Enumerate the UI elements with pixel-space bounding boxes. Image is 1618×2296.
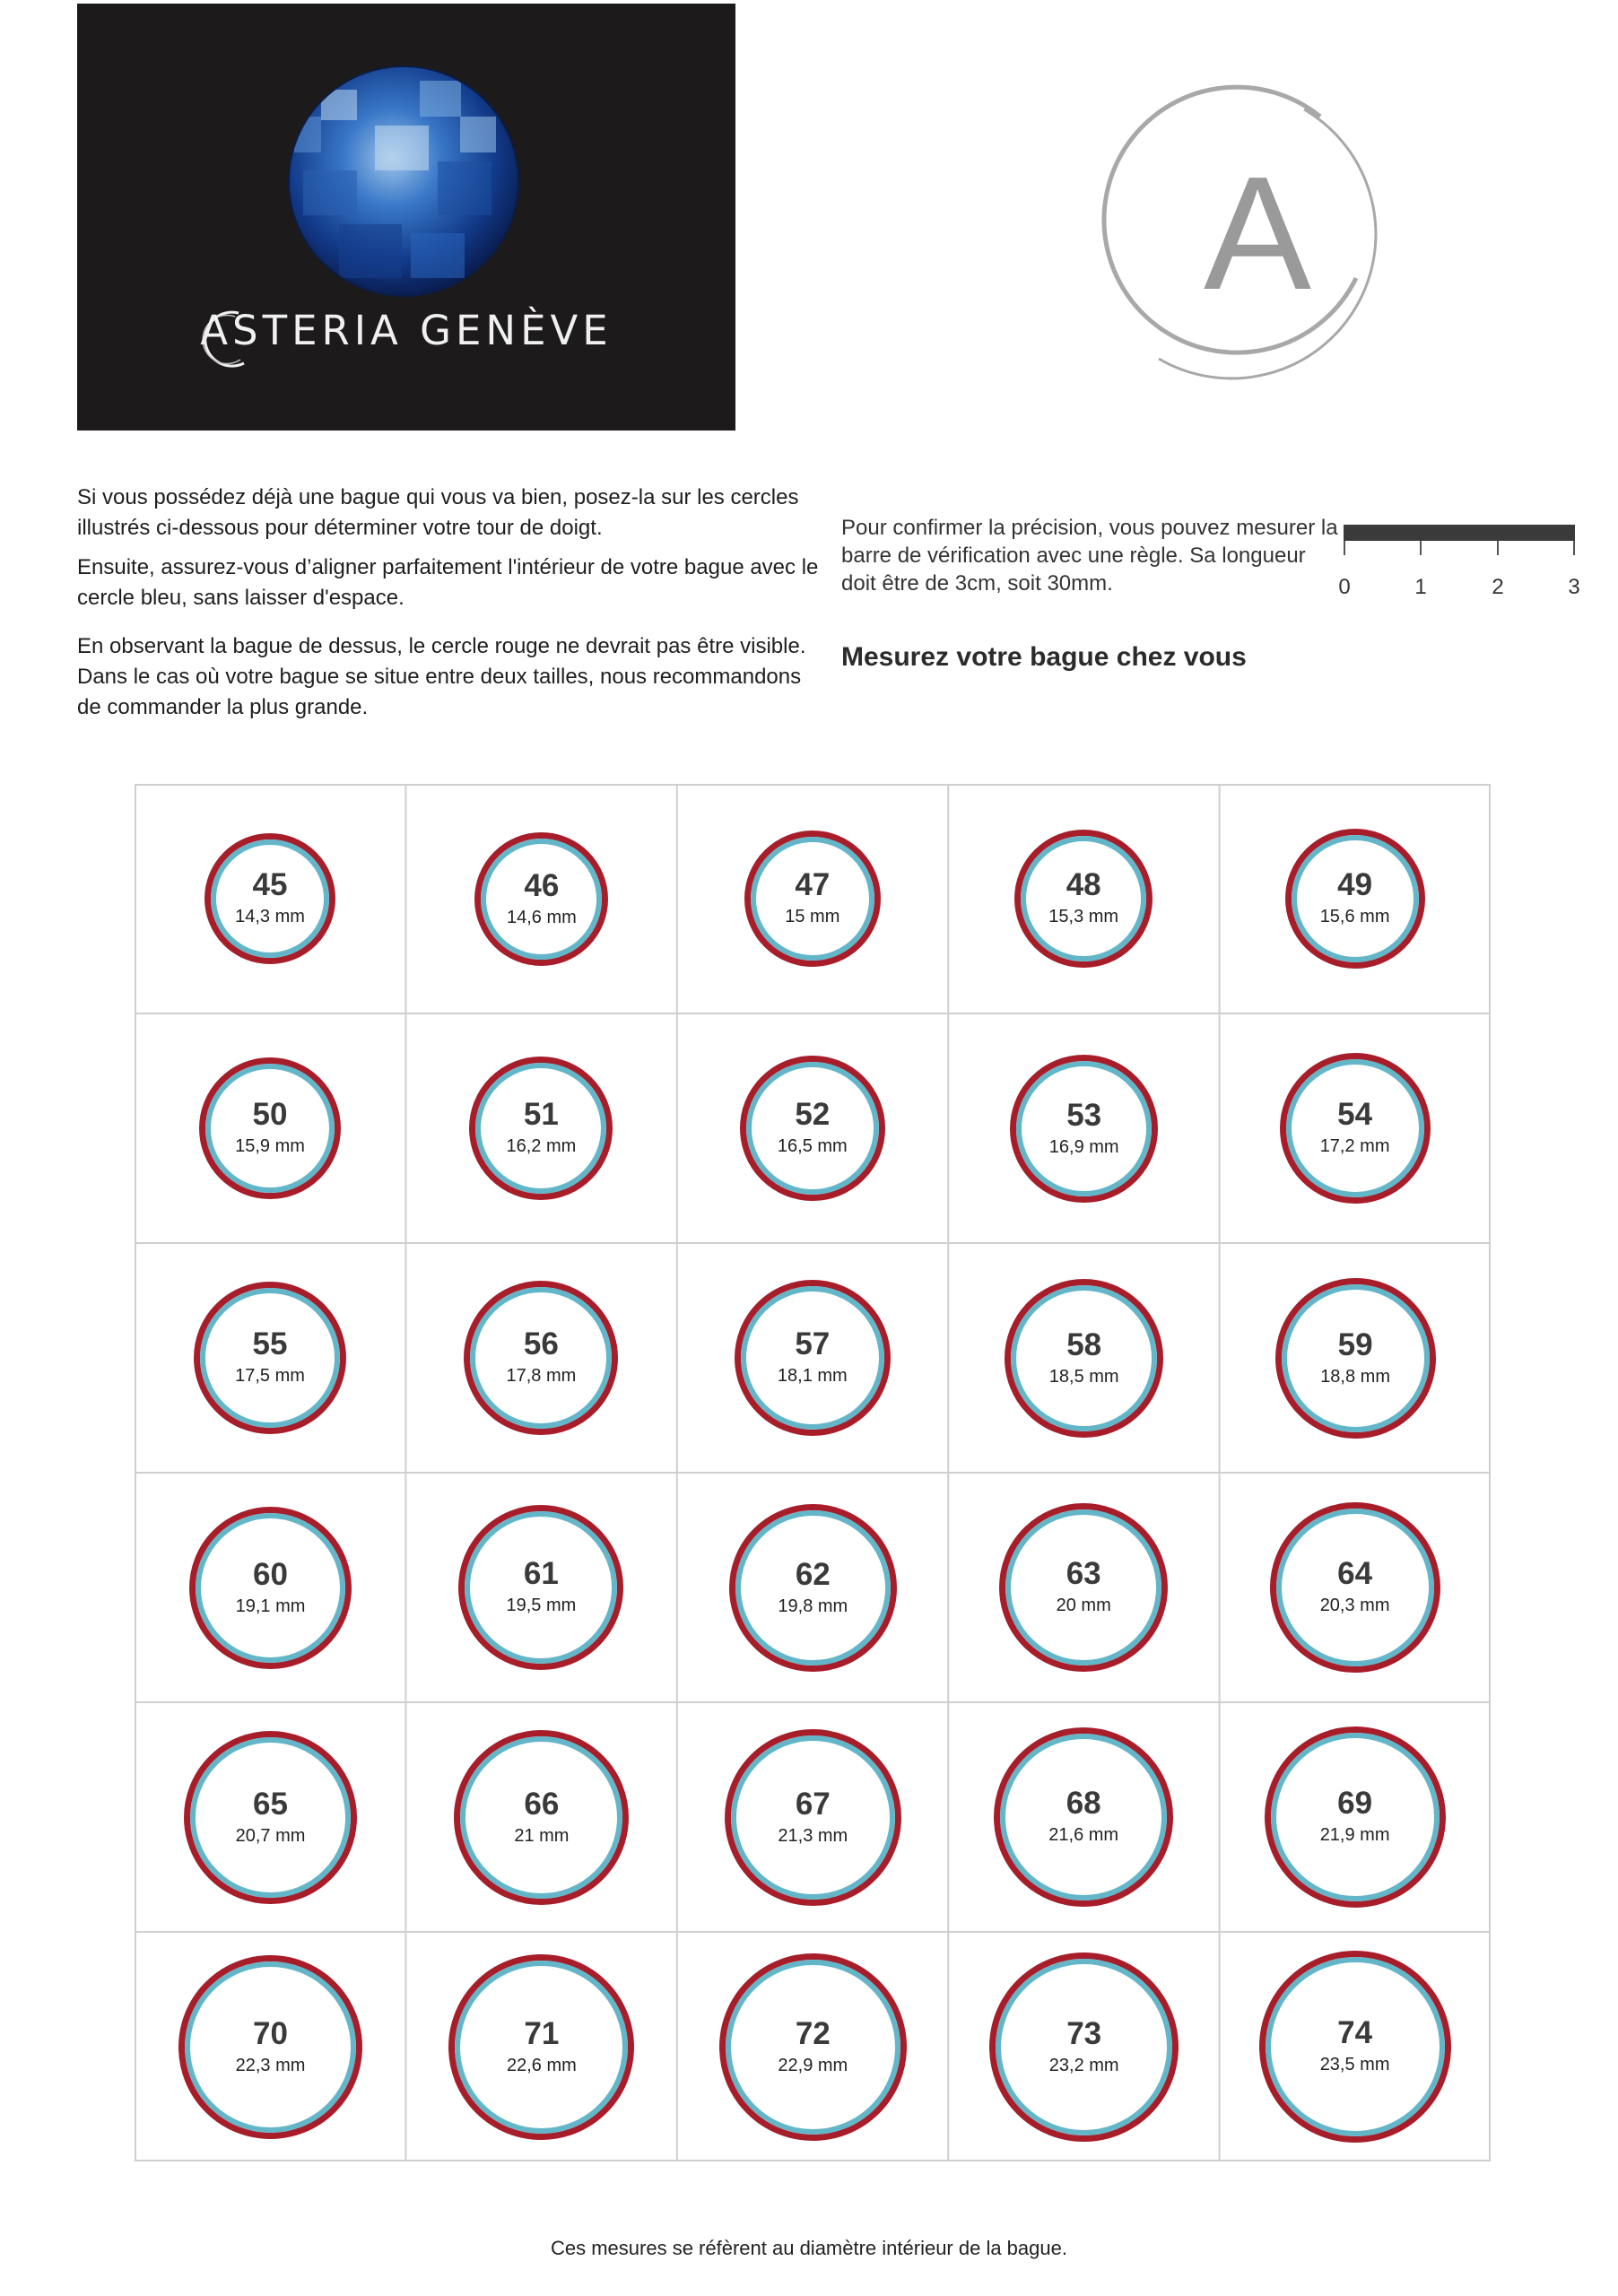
- ring-size-number: 50: [252, 1097, 288, 1132]
- ring-circle: [184, 1731, 357, 1904]
- ring-size-cell: [948, 1932, 1219, 2161]
- ring-size-number: 67: [795, 1787, 831, 1822]
- ring-size-cell: [677, 1243, 948, 1473]
- ring-diameter-label: 21,3 mm: [778, 1826, 848, 1846]
- ring-diameter-label: 20 mm: [1056, 1596, 1111, 1615]
- monogram-letter: A: [1203, 144, 1312, 324]
- ring-size-cell: [405, 1473, 676, 1702]
- ring-size-cell: [135, 1702, 405, 1932]
- ring-circle: [719, 1953, 907, 2141]
- ring-diameter-label: 16,5 mm: [777, 1136, 848, 1156]
- ring-size-cell: [677, 1013, 948, 1243]
- ring-size-number: 49: [1337, 867, 1373, 902]
- instruction-paragraph-1: Si vous possédez déjà une bague qui vous va bien, posez-la sur les cercles illustrés ci-dessous pour déterminer votre tour de doigt.: [77, 485, 799, 540]
- brand-name: ASTERIA GENÈVE: [200, 307, 613, 354]
- ring-size-cell: [405, 1702, 676, 1932]
- ring-size-number: 73: [1066, 2016, 1102, 2051]
- ring-diameter-label: 23,5 mm: [1319, 2055, 1390, 2074]
- verification-ruler: [1338, 525, 1586, 605]
- ring-size-cell: [677, 1473, 948, 1702]
- ring-size-number: 46: [524, 868, 560, 903]
- ring-size-cell: [948, 1702, 1219, 1932]
- ring-circle: [1010, 1055, 1158, 1203]
- ring-size-number: 70: [253, 2016, 288, 2051]
- ring-circle: [1265, 1726, 1446, 1908]
- ring-size-cell: [677, 784, 948, 1013]
- ring-size-cell: [135, 1932, 405, 2161]
- ring-size-number: 54: [1337, 1097, 1373, 1132]
- ring-size-grid: [135, 784, 1491, 2161]
- ring-size-number: 56: [523, 1326, 559, 1361]
- ring-circle: [178, 1955, 362, 2139]
- ring-diameter-label: 17,2 mm: [1319, 1136, 1390, 1156]
- ring-size-cell: [1220, 1932, 1491, 2161]
- ring-circle: [1285, 829, 1425, 969]
- ring-diameter-label: 18,8 mm: [1320, 1367, 1390, 1387]
- ring-size-number: 61: [523, 1556, 559, 1591]
- ring-size-cell: [948, 1473, 1219, 1702]
- ring-size-number: 60: [253, 1557, 288, 1592]
- ring-diameter-label: 14,3 mm: [235, 907, 305, 926]
- ring-size-number: 52: [795, 1097, 831, 1132]
- ring-circle: [454, 1730, 629, 1905]
- ring-diameter-label: 22,9 mm: [778, 2056, 848, 2075]
- ring-size-cell: [135, 1013, 405, 1243]
- ring-circle: [989, 1952, 1179, 2142]
- ring-size-cell: [948, 784, 1219, 1013]
- ring-size-number: 51: [523, 1097, 559, 1132]
- footer-note: Ces mesures se réfèrent au diamètre intérieur de la bague.: [551, 2237, 1067, 2259]
- ring-diameter-label: 15,9 mm: [235, 1136, 305, 1156]
- ring-size-cell: [677, 1932, 948, 2161]
- ring-diameter-label: 15 mm: [785, 907, 840, 926]
- ring-circle: [1275, 1278, 1436, 1439]
- ring-size-number: 72: [795, 2016, 831, 2051]
- brand-logo: [77, 4, 735, 430]
- ring-circle: [725, 1729, 901, 1906]
- ring-size-number: 48: [1066, 867, 1101, 902]
- ring-diameter-label: 21,6 mm: [1048, 1825, 1119, 1845]
- ring-size-cell: [1220, 1473, 1491, 1702]
- ruler-tick-label: 2: [1492, 575, 1504, 599]
- ring-diameter-label: 22,3 mm: [235, 2056, 306, 2075]
- ring-size-cell: [948, 1243, 1219, 1473]
- ring-size-number: 57: [795, 1326, 831, 1361]
- ring-size-cell: [405, 1243, 676, 1473]
- ring-size-number: 68: [1066, 1786, 1101, 1821]
- ring-circle: [469, 1057, 613, 1200]
- ring-circle: [458, 1505, 623, 1670]
- ring-diameter-label: 21 mm: [514, 1826, 570, 1846]
- ring-circle: [204, 833, 335, 964]
- ring-diameter-label: 18,5 mm: [1048, 1367, 1119, 1387]
- monogram-icon: [1096, 90, 1401, 386]
- ring-circle: [744, 831, 881, 967]
- ring-size-cell: [1220, 784, 1491, 1013]
- ring-circle: [1259, 1951, 1451, 2143]
- ring-circle: [994, 1727, 1173, 1907]
- ring-circle: [740, 1056, 885, 1201]
- ring-circle: [729, 1504, 897, 1672]
- ring-circle: [474, 832, 608, 966]
- ring-circle: [199, 1057, 341, 1199]
- page-title: Mesurez votre bague chez vous: [841, 642, 1247, 672]
- ring-diameter-label: 17,8 mm: [506, 1366, 577, 1386]
- ring-size-cell: [948, 1013, 1219, 1243]
- globe-logo-icon: [285, 63, 522, 300]
- ring-size-number: 47: [795, 867, 831, 902]
- ring-diameter-label: 14,6 mm: [506, 908, 577, 927]
- ring-diameter-label: 22,6 mm: [506, 2056, 577, 2075]
- ring-size-cell: [1220, 1013, 1491, 1243]
- ring-size-number: 62: [795, 1557, 831, 1592]
- ring-diameter-label: 20,7 mm: [235, 1826, 306, 1846]
- verification-text: Pour confirmer la précision, vous pouvez mesurer la barre de vérification avec une règle. Sa longueur doit être de 3cm, soit 30mm.: [841, 516, 1338, 596]
- ring-size-number: 45: [252, 867, 288, 902]
- ring-circle: [1270, 1502, 1440, 1673]
- ring-size-number: 53: [1066, 1098, 1102, 1133]
- ring-size-cell: [135, 784, 405, 1013]
- ring-circle: [448, 1954, 634, 2140]
- ring-size-number: 71: [524, 2016, 560, 2051]
- ring-diameter-label: 20,3 mm: [1319, 1596, 1390, 1615]
- ring-size-number: 66: [524, 1787, 560, 1822]
- ring-size-cell: [1220, 1702, 1491, 1932]
- ring-diameter-label: 16,2 mm: [506, 1136, 577, 1156]
- ring-size-cell: [405, 784, 676, 1013]
- ring-size-number: 63: [1066, 1556, 1101, 1591]
- ring-diameter-label: 16,9 mm: [1048, 1137, 1119, 1157]
- ruler-tick-label: 0: [1338, 575, 1351, 599]
- ring-circle: [1280, 1053, 1431, 1204]
- ring-size-number: 64: [1337, 1556, 1373, 1591]
- ring-diameter-label: 21,9 mm: [1319, 1825, 1390, 1845]
- ring-size-number: 74: [1337, 2015, 1373, 2050]
- ring-size-cell: [135, 1473, 405, 1702]
- ring-diameter-label: 18,1 mm: [777, 1366, 848, 1386]
- instruction-paragraph-3: En observant la bague de dessus, le cercle rouge ne devrait pas être visible. Dans le cas où votre bague se situe entre deux tailles, nous recommandons de commander la plus grande.: [77, 634, 806, 719]
- ring-size-cell: [677, 1702, 948, 1932]
- ruler-tick-label: 1: [1414, 575, 1427, 599]
- ring-circle: [189, 1507, 352, 1669]
- instruction-paragraph-2: Ensuite, assurez-vous d’aligner parfaitement l'intérieur de votre bague avec le cercle bleu, sans laisser d'espace.: [77, 555, 819, 610]
- ring-diameter-label: 19,1 mm: [235, 1596, 306, 1616]
- ring-diameter-label: 19,5 mm: [506, 1596, 577, 1615]
- ring-size-cell: [135, 1243, 405, 1473]
- ring-size-number: 58: [1066, 1327, 1102, 1362]
- ring-size-number: 59: [1337, 1327, 1373, 1362]
- ring-diameter-label: 15,6 mm: [1319, 907, 1390, 926]
- ring-diameter-label: 19,8 mm: [778, 1596, 848, 1616]
- ring-size-number: 69: [1337, 1786, 1373, 1821]
- ring-circle: [1005, 1279, 1163, 1438]
- ring-diameter-label: 15,3 mm: [1048, 907, 1119, 926]
- ring-diameter-label: 23,2 mm: [1048, 2056, 1119, 2075]
- ring-circle: [735, 1280, 891, 1436]
- ring-size-cell: [405, 1013, 676, 1243]
- ring-circle: [999, 1503, 1168, 1672]
- ring-size-number: 55: [252, 1326, 288, 1361]
- ring-size-cell: [405, 1932, 676, 2161]
- ring-circle: [1014, 830, 1153, 968]
- ring-circle: [194, 1282, 346, 1434]
- ring-diameter-label: 17,5 mm: [235, 1366, 305, 1386]
- ring-size-cell: [1220, 1243, 1491, 1473]
- ring-circle: [464, 1281, 618, 1435]
- ruler-tick-label: 3: [1568, 575, 1580, 599]
- ring-size-number: 65: [253, 1787, 288, 1822]
